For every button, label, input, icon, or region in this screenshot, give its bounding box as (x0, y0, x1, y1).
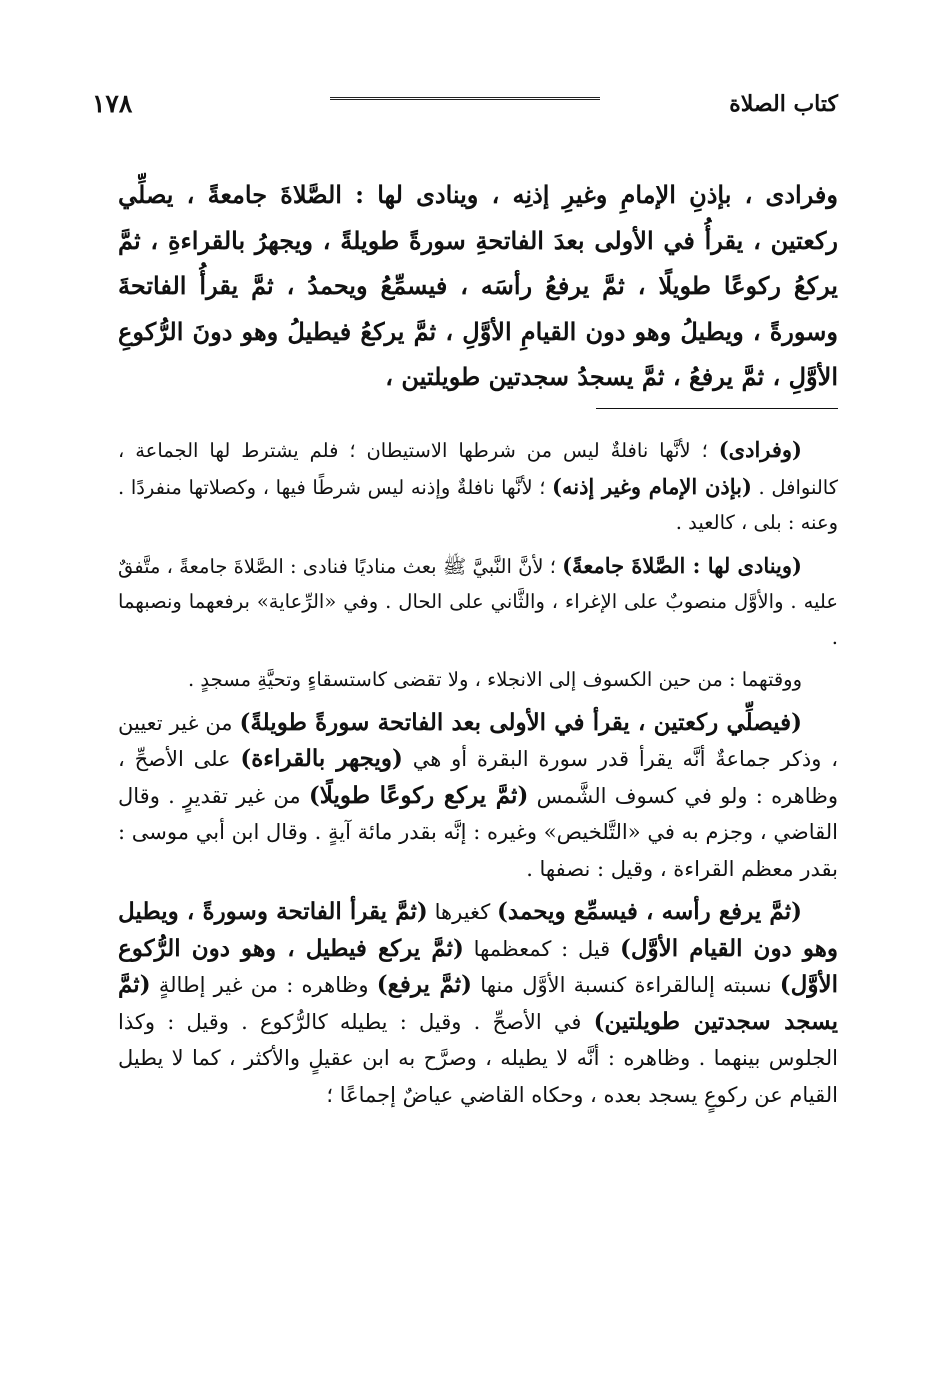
quoted-matn: (ثمَّ يركع ركوعًا طويلًا) (308, 781, 529, 809)
commentary-text: على الأصحِّ ، وظاهره : ولو في كسوف الشَّمس (118, 747, 839, 808)
quoted-matn: (وينادى لها : الصَّلاةَ جامعةً) (562, 552, 802, 578)
page-number: ١٧٨ (92, 89, 133, 118)
commentary-text: وظاهره : من غير إطالةٍ (150, 973, 377, 997)
commentary-text: ؛ لأنَّ النَّبيَّ ﷺ بعث مناديًا فنادى : الصَّلاةَ جامعةً ، متَّفقٌ عليه . والأوَّل منصوبٌ على الإغراء ، والثَّاني على الحال . وفي «الرِّعاية» برفعهما ونصبهما . (118, 554, 838, 649)
quoted-matn: (بإذن الإمام وغير إذنه) (552, 473, 752, 499)
commentary-paragraph (118, 705, 838, 888)
quoted-matn: (فيصلِّي ركعتين ، يقرأ في الأولى بعد الفاتحة سورةً طويلةً) (239, 708, 802, 736)
commentary-paragraph (118, 662, 838, 698)
commentary-text: في الأصحِّ . وقيل : يطيله كالرُّكوع . وقيل : وكذا الجلوس بينهما . وظاهره : أنَّه لا يطيله ، وصرَّح به ابن عقيلٍ والأكثر ، كما لا يطيل القيام عن ركوعٍ يسجد بعده ، وحكاه القاضي عياضٌ إجماعًا ؛ (118, 1009, 838, 1107)
separator-rule (596, 408, 838, 409)
header-rule (330, 97, 600, 100)
commentary-text: من غير تقديرٍ . وقال القاضي ، وجزم به في «التَّلخيص» وغيره : إنَّه بقدر مائة آيةٍ . وقال ابن أبي موسى : بقدر معظم القراءة ، وقيل : نصفها . (118, 783, 838, 881)
quoted-matn: (ثمَّ يقرأ الفاتحة وسورةً ، ويطيل وهو دون القيام الأوَّل) (118, 898, 838, 962)
quoted-matn: (ثمَّ يرفع رأسه ، فيسمِّع ويحمد) (497, 898, 802, 925)
main-text: وفرادى ، بإذنِ الإمامِ وغيرِ إذنِه ، وينادى لها : الصَّلاةَ جامعةً ، يصلِّي ركعتين ، يقرأُ في الأولى بعدَ الفاتحةِ سورةً طويلةً ، ويجهرُ بالقراءةِ ، ثمَّ يركعُ ركوعًا طويلًا ، ثمَّ يرفعُ رأسَه ، فيسمِّعُ ويحمدُ ، ثمَّ يقرأُ الفاتحةَ وسورةً ، ويطيلُ وهو دون القيامِ الأوَّلِ ، ثمَّ يركعُ فيطيلُ وهو دونَ الرُّكوعِ الأوَّلِ ، ثمَّ يرفعُ ، ثمَّ يسجدُ سجدتين طويلتين ، (118, 180, 838, 391)
running-title: كتاب الصلاة (729, 91, 838, 117)
quoted-matn: (ثمَّ يرفع) (376, 971, 473, 998)
commentary-text: كغيرها (427, 900, 498, 924)
commentary-text: قيل : كمعظمها (463, 936, 620, 961)
commentary-text: نسبته إلىالقراءة كنسبة الأوَّل منها (472, 973, 780, 997)
commentary-text: ووقتهما : من حين الكسوف إلى الانجلاء ، ولا تقضى كاستسقاءٍ وتحيَّةِ مسجدٍ . (188, 668, 802, 691)
quoted-matn: (وفرادى) (718, 437, 802, 462)
commentary-text: من غير تعيين ، وذكر جماعةٌ أنَّه يقرأ قدر سورة البقرة أو هي (118, 710, 838, 771)
commentary-paragraph (118, 432, 838, 541)
quoted-matn: (ثمَّ يسجد سجدتين طويلتين) (118, 971, 838, 1035)
commentary-text: ؛ لأنَّها نافلةٌ وإذنه ليس شرطًا فيها ، وكصلاتها منفردًا . وعنه : بلى ، كالعيد . (118, 475, 838, 534)
quoted-matn: (ثمَّ يركع فيطيل ، وهو دون الرُّكوع الأوَّل) (118, 934, 839, 998)
running-header (92, 88, 838, 124)
commentary (118, 432, 838, 1120)
commentary-text: ؛ لأنَّها نافلةٌ ليس من شرطها الاستيطان ؛ فلم يشترط لها الجماعة ، كالنوافل . (118, 439, 838, 499)
commentary-paragraph (118, 894, 838, 1113)
quoted-matn: (ويجهر بالقراءة) (240, 745, 403, 772)
commentary-paragraph (118, 548, 838, 656)
